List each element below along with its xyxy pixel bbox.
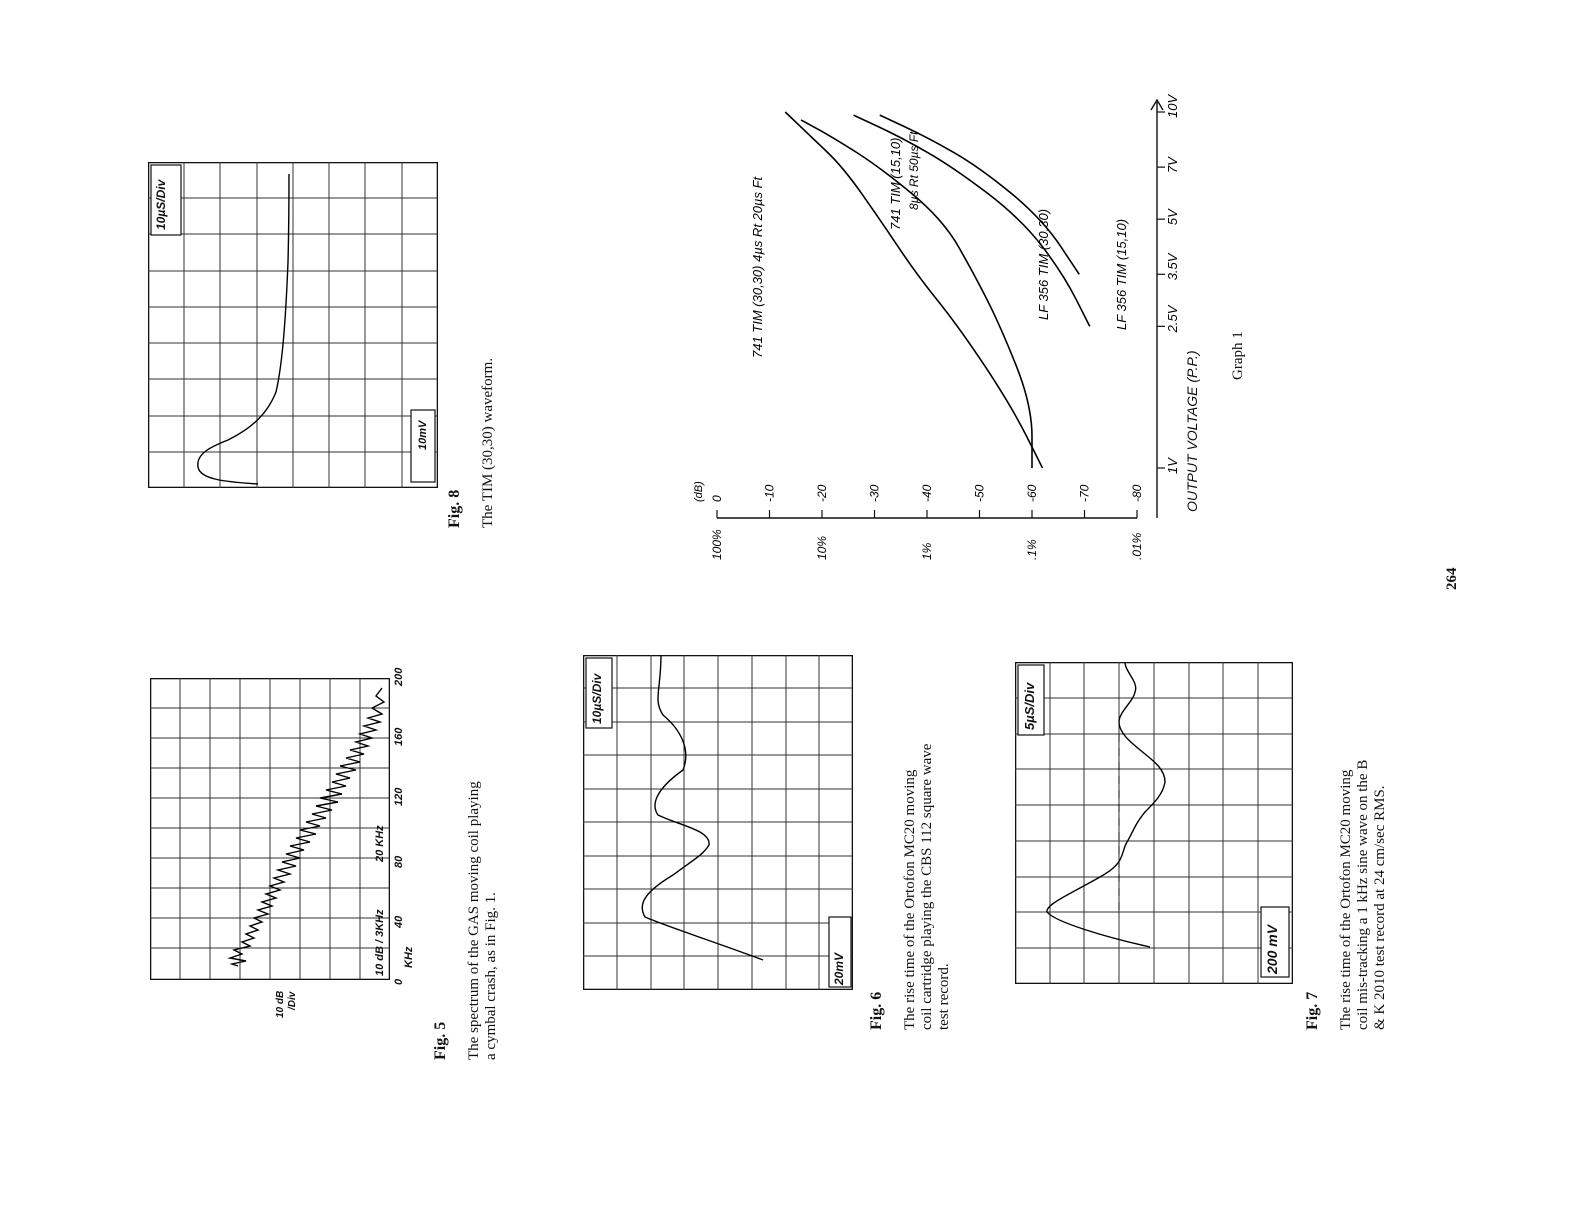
fig5-tick-200: 200 — [393, 667, 405, 686]
fig5-inner-scale-label: 10 dB / 3KHz — [374, 909, 386, 976]
graph1-db-tick-label: -30 — [867, 484, 882, 502]
fig7-caption-line-3: & K 2010 test record at 24 cm/sec RMS. — [1372, 785, 1388, 1030]
graph1-pct-tick-label: .1% — [1025, 539, 1039, 560]
graph1-voltage-tick-label: 10V — [1165, 94, 1180, 118]
fig5-db-label: 10 dB — [275, 990, 286, 1018]
fig6-time-div-label: 10µS/Div — [590, 673, 604, 724]
fig5-caption-text — [466, 781, 500, 1060]
graph1-db-tick-label: -50 — [972, 484, 987, 502]
fig8-caption-text — [480, 358, 497, 528]
graph1-curve-label: LF 356 TIM (15,10) — [1114, 218, 1129, 330]
graph1-curve-label: 741 TIM (30,30) 4µs Rt 20µs Ft — [750, 176, 765, 358]
graph1-voltage-tick-label: 5V — [1165, 209, 1180, 226]
fig6-caption-line-2: coil cartridge playing the CBS 112 square wave — [919, 743, 935, 1030]
fig5-khz-label: KHz — [403, 946, 415, 968]
fig7-scope-plot — [1015, 662, 1293, 984]
fig6-scope-plot — [583, 655, 853, 990]
fig6-caption-line-1: The rise time of the Ortofon MC20 moving — [902, 769, 918, 1030]
fig5-grid — [150, 678, 390, 980]
fig8-volt-div-label: 10mV — [417, 420, 429, 450]
graph1-pct-tick-label: 100% — [710, 529, 724, 560]
fig6-caption-text — [902, 744, 953, 1030]
fig7-caption-text — [1338, 760, 1389, 1030]
fig7-caption-line-2: coil mis-tracking a 1 kHz sine wave on the B — [1355, 759, 1371, 1030]
graph1-axes — [717, 100, 1165, 518]
fig5-div-label: /Div — [287, 991, 298, 1010]
fig5-tick-0: 0 — [393, 978, 405, 985]
graph1-pct-tick-label: .01% — [1130, 532, 1144, 560]
graph1-curve-label: LF 356 TIM (30,30) — [1036, 208, 1051, 320]
graph1-pct-tick-label: 1% — [920, 542, 934, 560]
graph1-labels — [693, 94, 1180, 560]
fig5-caption-line-1: The spectrum of the GAS moving coil playing — [466, 781, 482, 1060]
fig5-caption-line-2: a cymbal crash, as in Fig. 1. — [483, 892, 499, 1060]
fig5-tick-120: 120 — [393, 787, 405, 806]
fig5-spectrum-plot — [150, 678, 390, 980]
fig6-caption-line-3: test record. — [936, 963, 952, 1030]
graph1-pct-tick-label: 10% — [815, 535, 829, 560]
page-number: 264 — [1444, 567, 1460, 590]
graph1-title: Graph 1 — [1230, 331, 1246, 380]
fig8-caption-line-1: The TIM (30,30) waveform. — [480, 357, 496, 528]
fig8-scope-plot — [148, 162, 438, 488]
fig8-grid — [148, 162, 438, 488]
fig5-label: Fig. 5 — [432, 1021, 449, 1060]
graph1-db-unit: (dB) — [693, 481, 705, 502]
fig5-tick-160: 160 — [393, 727, 405, 746]
graph1-voltage-tick-label: 3.5V — [1165, 253, 1180, 281]
fig6-waveform-trace — [642, 655, 763, 960]
graph1-db-tick-label: -40 — [920, 484, 934, 502]
fig7-label: Fig. 7 — [1304, 991, 1321, 1030]
graph1-db-tick-label: -20 — [815, 484, 829, 502]
graph1-db-tick-label: -60 — [1025, 484, 1039, 502]
fig7-time-div-label: 5µS/Div — [1022, 682, 1037, 730]
fig5-tick-40: 40 — [393, 915, 405, 928]
fig6-label: Fig. 6 — [868, 991, 885, 1030]
graph1-voltage-tick-label: 7V — [1165, 157, 1180, 174]
graph1-db-tick-label: -80 — [1130, 484, 1144, 502]
fig6-grid — [583, 655, 853, 990]
graph1-db-tick-label: -10 — [762, 484, 777, 502]
fig8-label: Fig. 8 — [446, 489, 463, 528]
fig7-grid — [1015, 662, 1293, 984]
fig6-volt-div-label: 20mV — [832, 952, 846, 985]
fig5-spectrum-trace — [230, 688, 384, 966]
graph1-voltage-tick-label: 1V — [1165, 458, 1180, 474]
graph1-curve-label: 8µs Rt 50µs Ft — [907, 131, 921, 210]
graph1-voltage-tick-label: 2.5V — [1165, 305, 1180, 333]
graph1-db-tick-label: 0 — [710, 495, 724, 502]
fig8-time-div-label: 10µS/Div — [154, 179, 168, 230]
graph1-x-axis-label: OUTPUT VOLTAGE (P.P.) — [1184, 350, 1200, 512]
fig7-volt-div-label: 200 mV — [1264, 924, 1280, 974]
fig8-waveform-trace — [198, 174, 289, 484]
fig5-freq-label: 20 KHz — [374, 825, 386, 862]
graph1-curve-label: 741 TIM (15,10) — [888, 137, 903, 230]
graph1-db-tick-label: -70 — [1077, 484, 1092, 502]
fig5-tick-80: 80 — [393, 855, 405, 868]
fig7-caption-line-1: The rise time of the Ortofon MC20 moving — [1338, 769, 1354, 1030]
